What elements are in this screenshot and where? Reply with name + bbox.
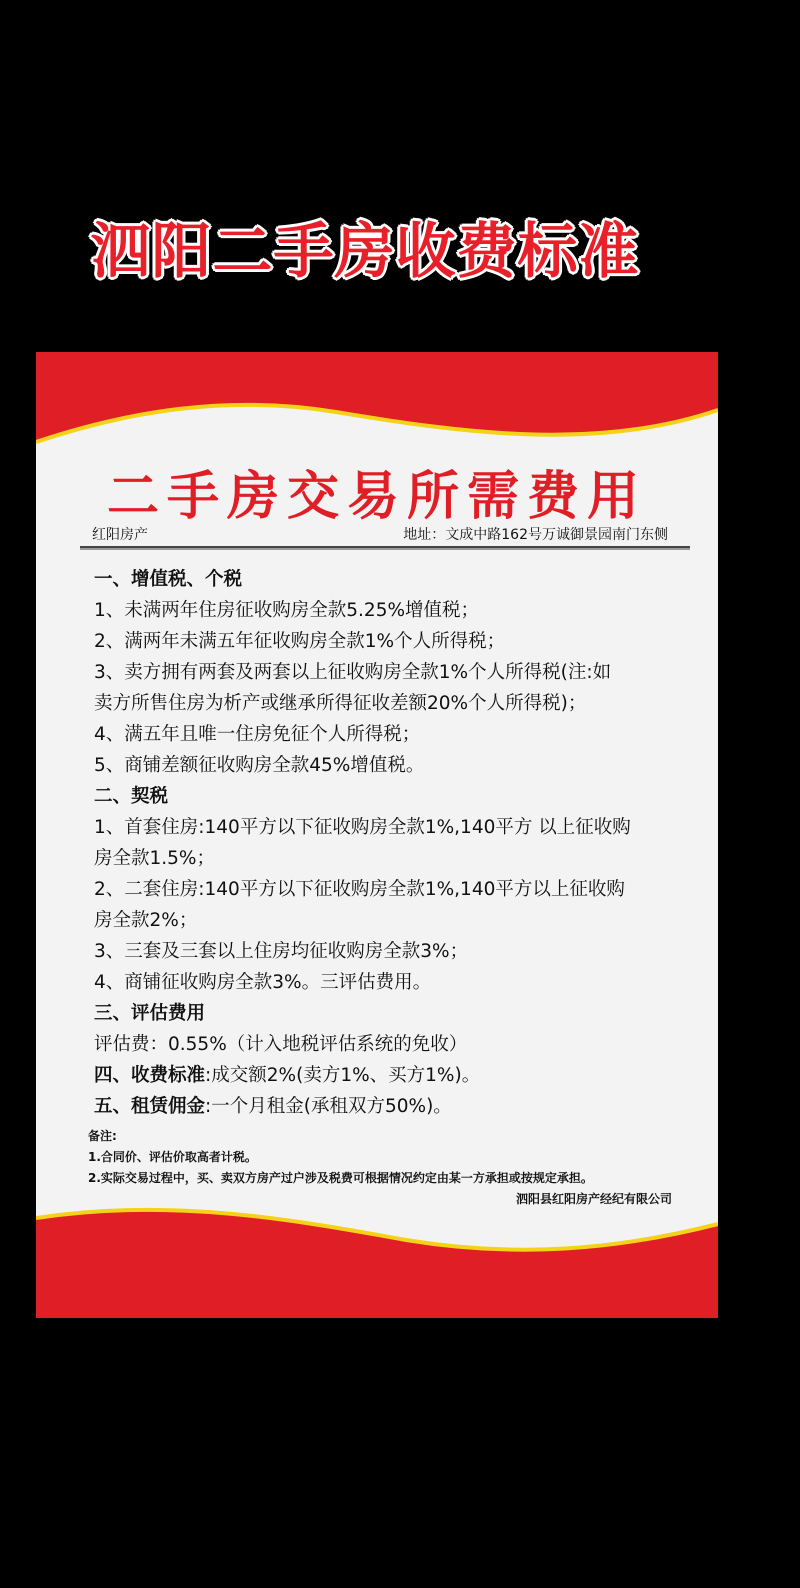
- address-text: 地址：文成中路162号万诚御景园南门东侧: [403, 527, 668, 543]
- company-name: 泗阳县红阳房产经纪有限公司: [515, 1192, 672, 1206]
- list-item: 3、三套及三套以上住房均征收购房全款3%；: [94, 941, 469, 962]
- section-text: :一个月租金(承租双方50%)。: [205, 1096, 452, 1117]
- list-item: [94, 1060, 694, 1091]
- list-item: 房全款1.5%；: [94, 848, 216, 869]
- section-label: 五、租赁佣金: [94, 1096, 206, 1117]
- list-item: 1、首套住房:140平方以下征收购房全款1%,140平方 以上征收购: [94, 817, 631, 838]
- list-item: 房全款2%；: [94, 910, 198, 931]
- section-label: 四、收费标准: [94, 1065, 206, 1086]
- list-item: 评估费：0.55%（计入地税评估系统的免收）: [94, 1034, 468, 1055]
- bottom-red-wave: [36, 1206, 718, 1318]
- list-item: 5、商铺差额征收购房全款45%增值税。: [94, 755, 425, 776]
- notes-block: [88, 1126, 708, 1189]
- section-text: :成交额2%(卖方1%、买方1%)。: [205, 1065, 481, 1086]
- notes-title: 备注:: [88, 1129, 117, 1143]
- section-title: 三、评估费用: [94, 1003, 206, 1024]
- list-item: [94, 1091, 694, 1122]
- list-item: 2、二套住房:140平方以下征收购房全款1%,140平方以上征收购: [94, 879, 625, 900]
- note-item: 2.实际交易过程中，买、卖双方房产过户涉及税费可根据情况约定由某一方承担或按规定承担。: [88, 1171, 593, 1185]
- fee-content: [94, 564, 694, 1122]
- brand-name: 红阳房产: [92, 527, 148, 543]
- page-title: 泗阳二手房收费标准: [90, 217, 640, 287]
- section-title: 二、契税: [94, 786, 169, 807]
- list-item: 3、卖方拥有两套及两套以上征收购房全款1%个人所得税(注:如: [94, 662, 612, 683]
- fee-poster: [36, 352, 718, 1318]
- list-item: 1、未满两年住房征收购房全款5.25%增值税；: [94, 600, 480, 621]
- list-item: 卖方所售住房为析产或继承所得征收差额20%个人所得税)；: [94, 693, 587, 714]
- section-title: 一、增值税、个税: [94, 569, 243, 590]
- list-item: 4、商铺征收购房全款3%。三评估费用。: [94, 972, 432, 993]
- list-item: 4、满五年且唯一住房免征个人所得税；: [94, 724, 421, 745]
- note-item: 1.合同价、评估价取高者计税。: [88, 1150, 257, 1164]
- top-red-wave: [36, 352, 718, 462]
- poster-headline: 二手房交易所需费用: [106, 467, 647, 527]
- info-bar: [80, 518, 690, 548]
- list-item: 2、满两年未满五年征收购房全款1%个人所得税；: [94, 631, 506, 652]
